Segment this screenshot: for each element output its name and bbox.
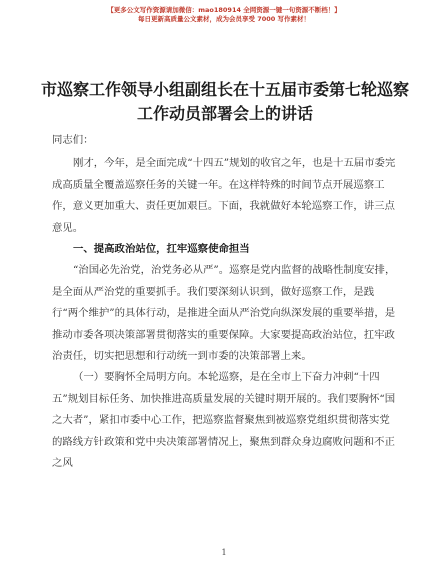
section1-paragraph-2: （一）要胸怀全局明方向。本轮巡察，是在全市上下奋力冲刺“十四五”规划目标任务、加快推进高质量发展的关键时期开展的。我们要胸怀“国之大者”，紧扣市委中心工作，把巡察监督聚焦到被巡察党组织贯彻落实党的路线方针政策和党中央决策部署情况上，聚焦到群众身边腐败问题和不正之风 xyxy=(52,371,396,470)
promo-banner-line1: 【更多公文写作资源请加微信：mao180914 全网资源一键一句资源不断档！】 xyxy=(107,6,341,14)
intro-paragraph: 刚才，今年，是全面完成“十四五”规划的收官之年，也是十五届市委完成高质量全覆盖巡察任务的关键一年。在这样特殊的时间节点开展巡察工作，意义更加重大、责任更加艰巨。下面，我就做好本轮巡察工作，讲三点意见。 xyxy=(52,157,396,234)
promo-banner-line2: 每日更新高质量公文素材，成为会员享受 7000 写作素材！ xyxy=(137,15,311,23)
page-number: 1 xyxy=(221,548,227,557)
section1-paragraph-1: “治国必先治党，治党务必从严”。巡察是党内监督的战略性制度安排，是全面从严治党的重要抓手。我们要深刻认识到，做好巡察工作，是践行“两个维护”的具体行动，是推进全面从严治党向纵深发展的重要举措，是推动市委各项决策部署贯彻落实的重要保障。大家要提高政治站位，扛牢政治责任，切实把思想和行动统一到市委的决策部署上来。 xyxy=(52,264,396,363)
section-heading-1: 一、提高政治站位，扛牢巡察使命担当 xyxy=(73,243,250,256)
document-body xyxy=(52,130,398,475)
promo-banner xyxy=(0,6,448,24)
document-title: 市巡察工作领导小组副组长在十五届市委第七轮巡察工作动员部署会上的讲话 xyxy=(40,80,409,123)
salutation: 同志们： xyxy=(52,134,94,146)
